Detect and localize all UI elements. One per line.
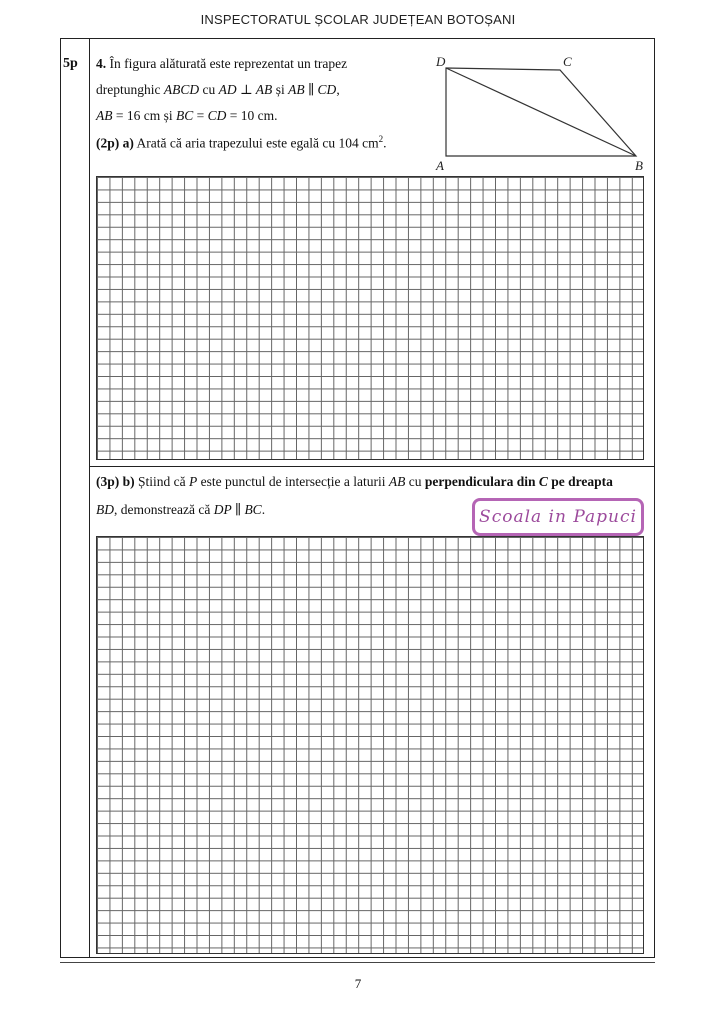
text-span: , demonstrează că xyxy=(114,502,214,517)
trapezoid-figure xyxy=(430,50,650,175)
text-span: = 10 cm. xyxy=(226,108,278,123)
vertex-label-c: C xyxy=(563,54,572,69)
page-number: 7 xyxy=(354,976,362,991)
problem-line-3 xyxy=(96,108,278,124)
text-span: cu xyxy=(405,474,425,489)
points-column-divider xyxy=(89,38,90,958)
diagonal-bd xyxy=(446,68,636,156)
part-a-points: (2p) a) xyxy=(96,135,134,151)
problem-number: 4. xyxy=(96,56,107,71)
math-span: BD xyxy=(96,502,114,517)
math-span: ABCD xyxy=(163,82,200,97)
vertex-label-d: D xyxy=(436,54,446,69)
part-a-text: Arată că aria trapezului este egală cu 104 cm xyxy=(133,135,379,151)
document-header: INSPECTORATUL ȘCOLAR JUDEȚEAN BOTOȘANI xyxy=(200,12,516,27)
math-span: AB xyxy=(96,108,113,123)
math-span: P xyxy=(189,474,198,489)
text-span: și xyxy=(272,82,289,97)
points-label: 5p xyxy=(63,56,78,71)
math-span: DP ∥ BC xyxy=(213,502,262,517)
text-span: = xyxy=(193,108,208,123)
math-span: AD ⊥ AB xyxy=(218,82,273,97)
watermark-stamp: Scoala in Papuci xyxy=(472,498,644,536)
text-span: , xyxy=(336,82,340,97)
part-b-prompt-line-1 xyxy=(96,474,613,490)
text-span: dreptunghic xyxy=(96,82,164,97)
text-span: Știind că xyxy=(134,474,190,489)
footer-rule xyxy=(60,962,655,963)
answer-grid-a[interactable] xyxy=(96,176,644,460)
math-span: C xyxy=(538,474,548,489)
math-span: BC xyxy=(176,108,194,123)
part-a-prompt xyxy=(96,134,387,152)
section-divider xyxy=(90,466,654,467)
problem-line-1-text: În figura alăturată este reprezentat un trapez xyxy=(109,56,348,71)
vertex-label-b: B xyxy=(635,158,643,173)
text-span: . xyxy=(383,135,387,151)
answer-grid-b[interactable] xyxy=(96,536,644,954)
math-span: AB xyxy=(388,474,406,489)
superscript: 2 xyxy=(378,134,384,144)
part-b-points: (3p) b) xyxy=(96,474,135,489)
math-span: CD xyxy=(207,108,227,123)
text-span: este punctul de intersecție a laturii xyxy=(197,474,389,489)
problem-line-2 xyxy=(96,82,340,98)
text-span: = 16 cm și xyxy=(112,108,176,123)
text-span: cu xyxy=(199,82,219,97)
text-span: pe dreapta xyxy=(547,474,613,489)
problem-line-1 xyxy=(96,56,347,72)
text-span: perpendiculara din xyxy=(424,474,539,489)
vertex-label-a: A xyxy=(436,158,444,173)
math-span: AB ∥ CD xyxy=(288,82,337,97)
text-span: . xyxy=(261,502,266,517)
part-b-prompt-line-2 xyxy=(96,502,265,518)
